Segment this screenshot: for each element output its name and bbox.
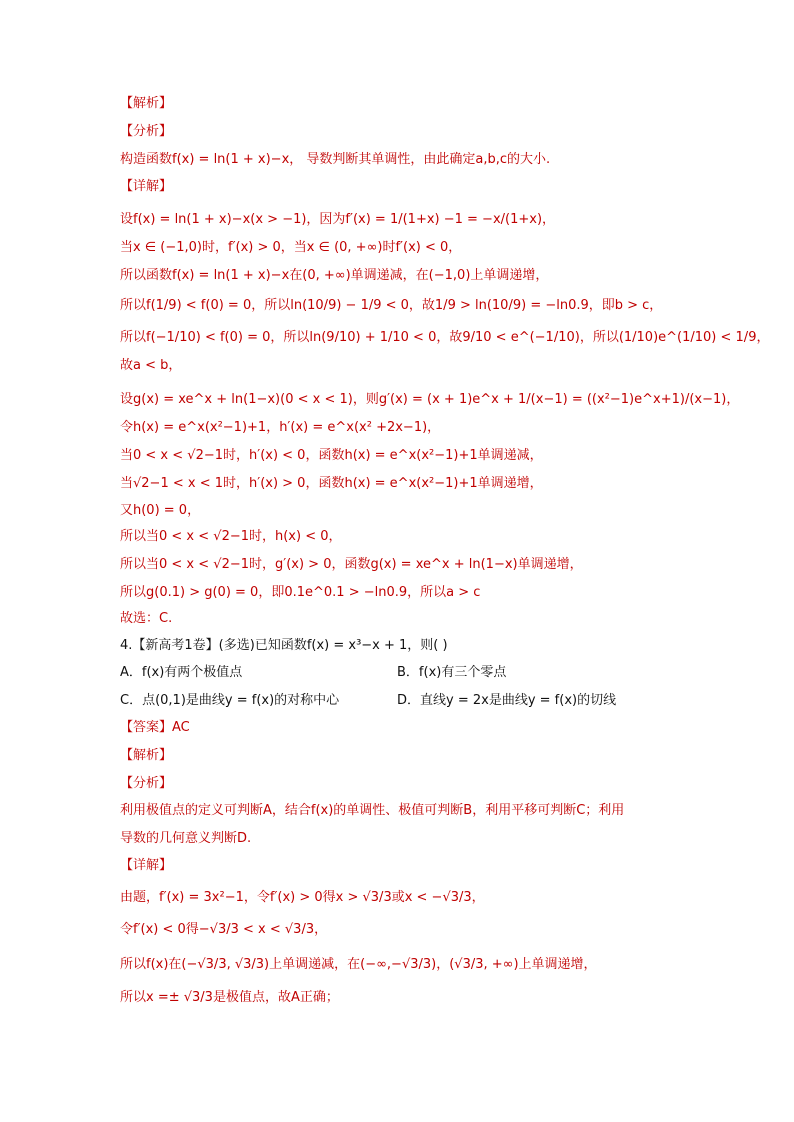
solution-line-2: 所以x =± √3/3是极值点，故A正确；: [120, 990, 339, 1005]
heading-jiexi-2: 【解析】: [120, 748, 173, 763]
heading-jiexi: 【解析】: [120, 96, 173, 111]
solution-line: 当x ∈ (−1,0)时，f′(x) > 0，当x ∈ (0, +∞)时f′(x) < 0，: [120, 240, 462, 255]
heading-fenxi-2: 【分析】: [120, 776, 173, 791]
solution-line-2: 所以f(x)在(−√3/3, √3/3)上单调递减，在(−∞,−√3/3)，(√3/3, +∞)上单调递增，: [120, 957, 597, 972]
option-d: D．直线y = 2x是曲线y = f(x)的切线: [397, 693, 617, 708]
analysis-text-2b: 导数的几何意义判断D.: [120, 831, 252, 846]
heading-xiangjie: 【详解】: [120, 179, 173, 194]
solution-line: 所以g(0.1) > g(0) = 0，即0.1e^0.1 > −ln0.9，所以a > c: [120, 585, 481, 600]
solution-line: 所以f(1/9) < f(0) = 0，所以ln(10/9) − 1/9 < 0，故1/9 > ln(10/9) = −ln0.9，即b > c，: [120, 298, 663, 313]
solution-line-2: 令f′(x) < 0得−√3/3 < x < √3/3，: [120, 922, 328, 937]
answer-label: 【答案】AC: [120, 720, 190, 735]
solution-line: 设g(x) = xe^x + ln(1−x)(0 < x < 1)，则g′(x) = (x + 1)e^x + 1/(x−1) = ((x²−1)e^x+1)/(x−1)，: [120, 392, 740, 407]
analysis-text: 构造函数f(x) = ln(1 + x)−x， 导数判断其单调性，由此确定a,b,c的大小.: [120, 152, 551, 167]
analysis-text-2: 利用极值点的定义可判断A，结合f(x)的单调性、极值可判断B，利用平移可判断C；利用: [120, 803, 625, 818]
solution-answer: 故选：C.: [120, 611, 173, 626]
solution-line-2: 由题，f′(x) = 3x²−1，令f′(x) > 0得x > √3/3或x < −√3/3，: [120, 890, 485, 905]
option-a: A．f(x)有两个极值点: [120, 665, 243, 680]
option-b: B．f(x)有三个零点: [397, 665, 507, 680]
solution-line: 所以f(−1/10) < f(0) = 0，所以ln(9/10) + 1/10 < 0，故9/10 < e^(−1/10)，所以(1/10)e^(1/10) < 1/9，: [120, 330, 770, 345]
solution-line: 所以当0 < x < √2−1时，g′(x) > 0，函数g(x) = xe^x + ln(1−x)单调递增，: [120, 557, 583, 572]
solution-line: 所以函数f(x) = ln(1 + x)−x在(0, +∞)单调递减，在(−1,0)上单调递增，: [120, 268, 549, 283]
option-c: C．点(0,1)是曲线y = f(x)的对称中心: [120, 693, 340, 708]
question-4-stem: 4.【新高考1卷】(多选)已知函数f(x) = x³−x + 1，则( ): [120, 638, 448, 653]
solution-line: 又h(0) = 0，: [120, 503, 201, 518]
solution-line: 故a < b，: [120, 358, 182, 373]
solution-line: 当√2−1 < x < 1时，h′(x) > 0，函数h(x) = e^x(x²−1)+1单调递增，: [120, 476, 543, 491]
solution-line: 所以当0 < x < √2−1时，h(x) < 0，: [120, 529, 342, 544]
solution-line: 当0 < x < √2−1时，h′(x) < 0，函数h(x) = e^x(x²−1)+1单调递减，: [120, 448, 543, 463]
heading-xiangjie-2: 【详解】: [120, 858, 173, 873]
solution-line: 令h(x) = e^x(x²−1)+1，h′(x) = e^x(x² +2x−1)，: [120, 420, 441, 435]
solution-line: 设f(x) = ln(1 + x)−x(x > −1)，因为f′(x) = 1/(1+x) −1 = −x/(1+x)，: [120, 212, 556, 227]
heading-fenxi: 【分析】: [120, 124, 173, 139]
